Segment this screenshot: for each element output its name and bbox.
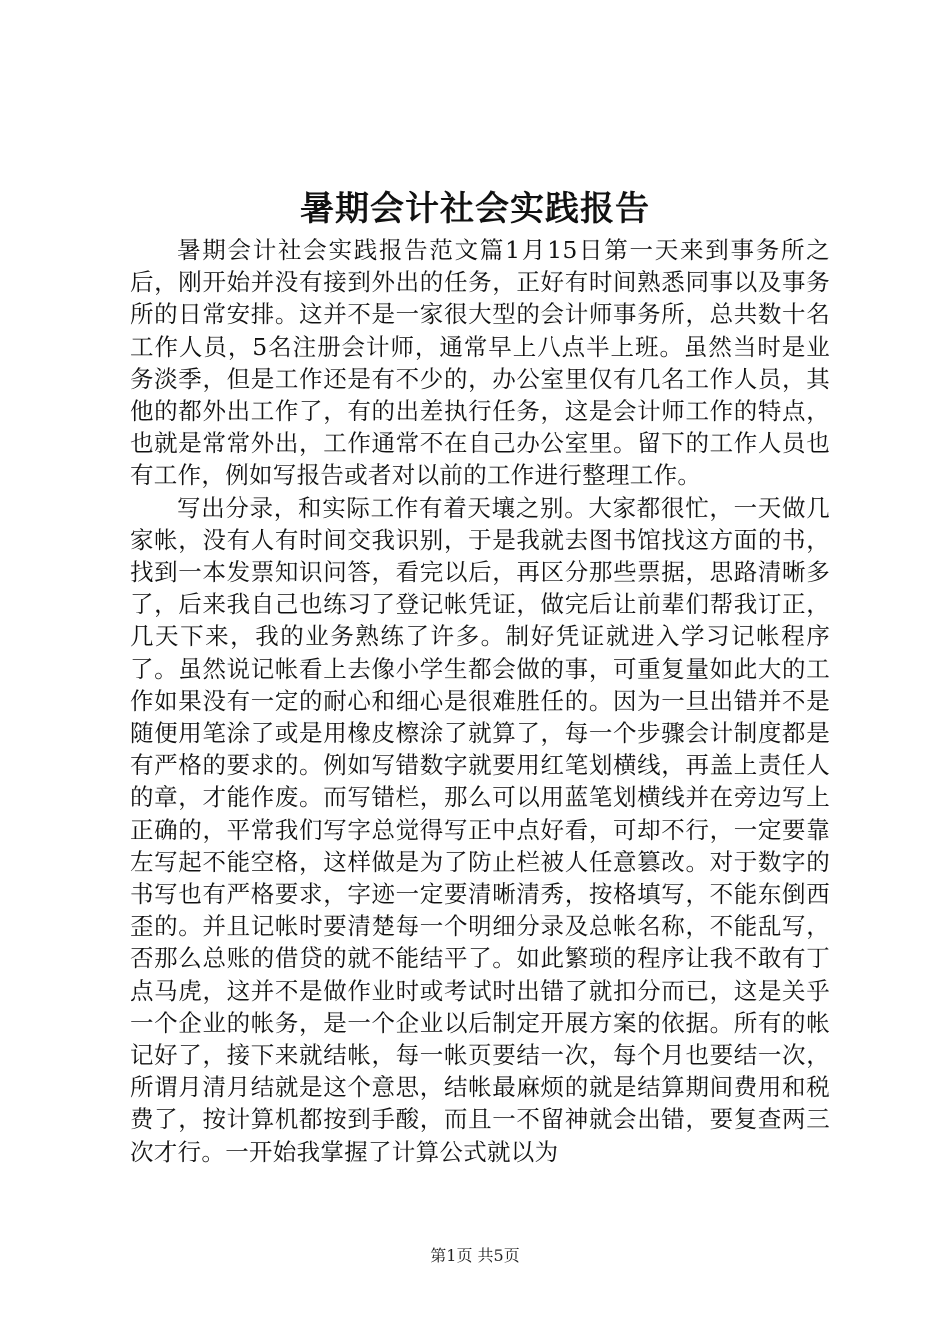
document-body (130, 234, 830, 1168)
paragraph-1: 暑期会计社会实践报告范文篇1月15日第一天来到事务所之后，刚开始并没有接到外出的任务，正好有时间熟悉同事以及事务所的日常安排。这并不是一家很大型的会计师事务所，总共数十名工作人员，5名注册会计师，通常早上八点半上班。虽然当时是业务淡季，但是工作还是有不少的，办公室里仅有几名工作人员，其他的都外出工作了，有的出差执行任务，这是会计师工作的特点，也就是常常外出，工作通常不在自己办公室里。留下的工作人员也有工作，例如写报告或者对以前的工作进行整理工作。 (130, 236, 830, 490)
document-title: 暑期会计社会实践报告 (300, 189, 650, 229)
paragraph-2: 写出分录，和实际工作有着天壤之别。大家都很忙，一天做几家帐，没有人有时间交我识别，于是我就去图书馆找这方面的书，找到一本发票知识问答，看完以后，再区分那些票据，思路清晰多了，后来我自己也练习了登记帐凭证，做完后让前辈们帮我订正，几天下来，我的业务熟练了许多。制好凭证就进入学习记帐程序了。虽然说记帐看上去像小学生都会做的事，可重复量如此大的工作如果没有一定的耐心和细心是很难胜任的。因为一旦出错并不是随便用笔涂了或是用橡皮檫涂了就算了，每一个步骤会计制度都是有严格的要求的。例如写错数字就要用红笔划横线，再盖上责任人的章，才能作废。而写错栏，那么可以用蓝笔划横线并在旁边写上正确的，平常我们写字总觉得写正中点好看，可却不行，一定要靠左写起不能空格，这样做是为了防止栏被人任意篡改。对于数字的书写也有严格要求，字迹一定要清晰清秀，按格填写，不能东倒西歪的。并且记帐时要清楚每一个明细分录及总帐名称，不能乱写，否那么总账的借贷的就不能结平了。如此繁琐的程序让我不敢有丁点马虎，这并不是做作业时或考试时出错了就扣分而已，这是关乎一个企业的帐务，是一个企业以后制定开展方案的依据。所有的帐记好了，接下来就结帐，每一帐页要结一次，每个月也要结一次，所谓月清月结就是这个意思，结帐最麻烦的就是结算期间费用和税费了，按计算机都按到手酸，而且一不留神就会出错，要复查两三次才行。一开始我掌握了计算公式就以为 (130, 493, 830, 1166)
page-number-footer: 第1页 共5页 (430, 1246, 520, 1265)
